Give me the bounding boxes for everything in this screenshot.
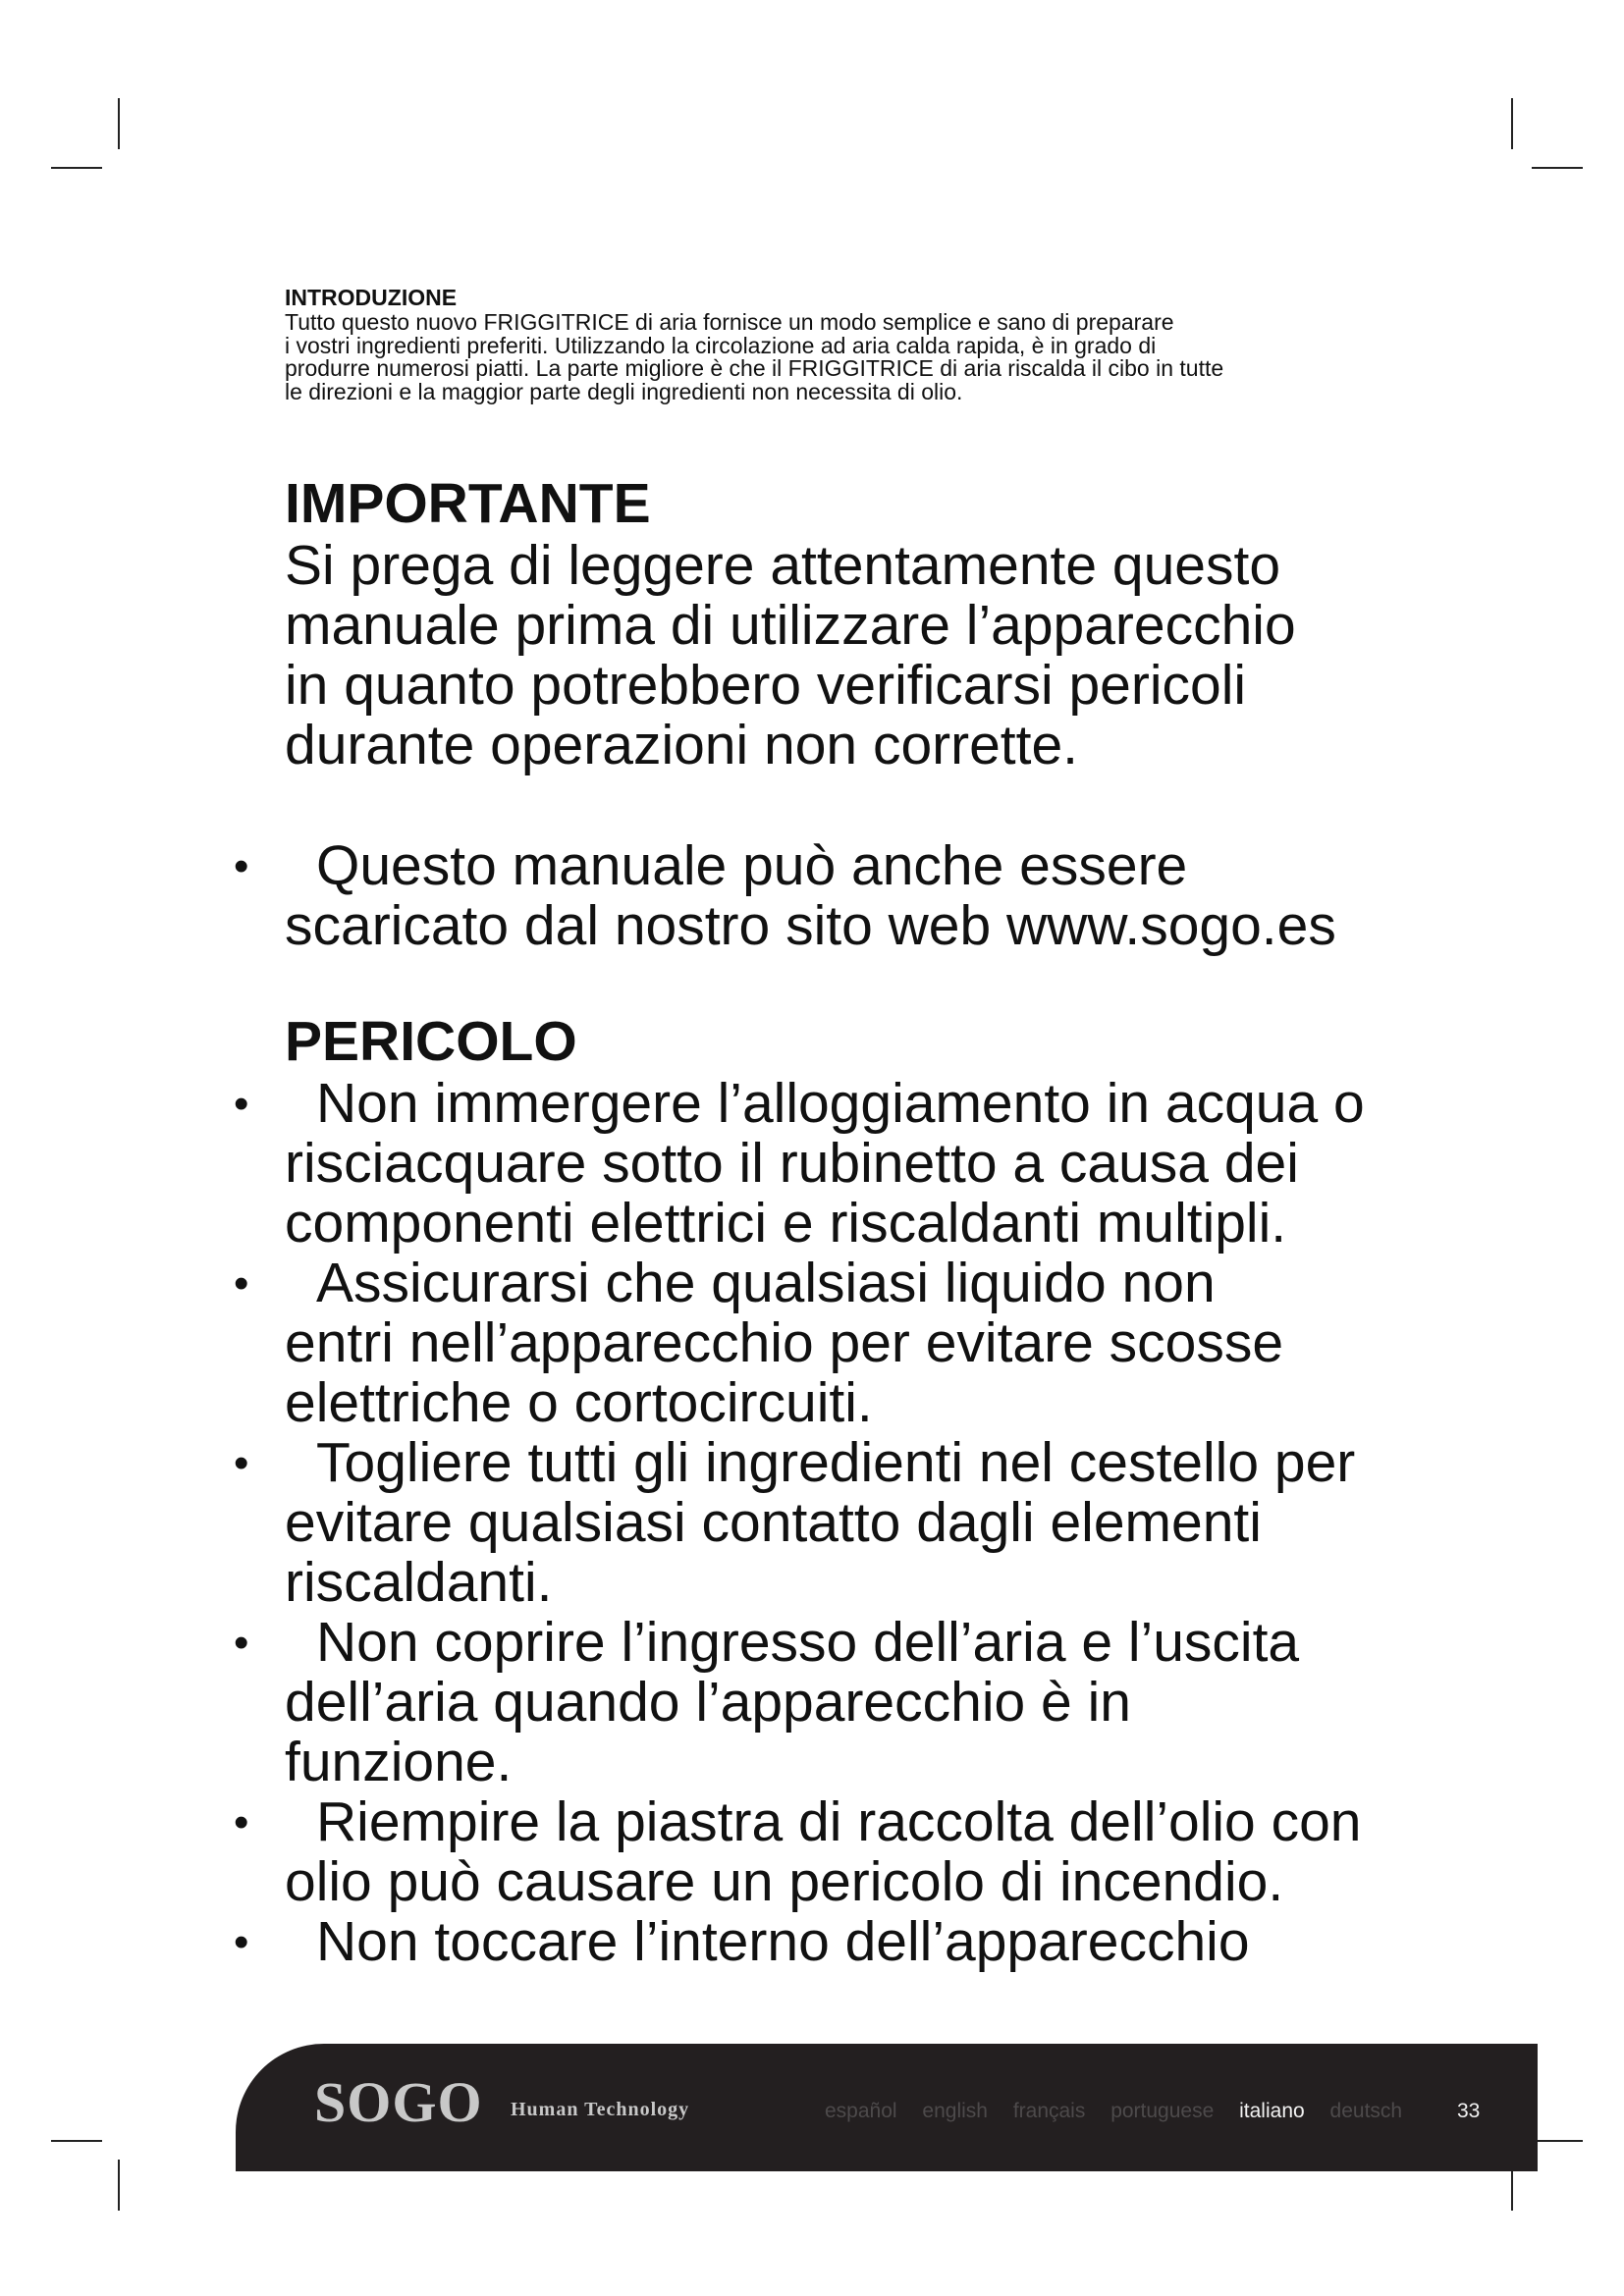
crop-mark-bottom-left-v [118,2160,120,2211]
language-espanol: español [825,2100,897,2122]
intro-section [285,285,1414,403]
list-item-line: scaricato dal nostro sito web www.sogo.es [285,894,1336,957]
list-item-line: componenti elettrici e riscaldanti multipli. [285,1192,1287,1255]
list-item-line: Togliere tutti gli ingredienti nel cestello per [316,1431,1356,1494]
bullet: • [234,1619,249,1667]
bullet: • [234,1259,249,1308]
crop-mark-top-left-h [51,167,102,169]
intro-body [285,311,1414,403]
list-item [234,1431,1443,1614]
language-deutsch: deutsch [1329,2100,1403,2122]
brand-tagline: Human Technology [511,2099,690,2120]
list-item-line: Non immergere l’alloggiamento in acqua o [316,1072,1365,1135]
list-item-line: funzione. [285,1731,513,1793]
list-item [234,1252,1443,1434]
language-portuguese: portuguese [1110,2100,1215,2122]
list-item [234,1611,1443,1793]
importante-text [285,536,1443,775]
intro-line: Tutto questo nuovo FRIGGITRICE di aria fornisce un modo semplice e sano di preparare [285,309,1174,335]
list-item [234,1790,1443,1913]
importante-line: durante operazioni non corrette. [285,714,1079,776]
list-item-line: entri nell’apparecchio per evitare scosse [285,1311,1284,1374]
importante-line: manuale prima di utilizzare l’apparecchio [285,594,1296,657]
importante-heading: IMPORTANTE [285,472,651,535]
list-item [234,834,1443,957]
list-item-line: riscaldanti. [285,1551,553,1614]
language-list [825,2100,1422,2123]
crop-mark-top-left-v [118,98,120,149]
list-item-line: Assicurarsi che qualsiasi liquido non [316,1252,1216,1314]
bullet: • [234,1798,249,1846]
main-content [234,471,1443,1973]
language-italiano: italiano [1239,2100,1305,2122]
bullet: • [234,842,249,890]
crop-mark-bottom-right-h [1532,2140,1583,2142]
importante-line: in quanto potrebbero verificarsi pericoli [285,654,1247,717]
list-item-line: evitare qualsiasi contatto dagli elementi [285,1491,1262,1554]
list-item-line: Questo manuale può anche essere [316,834,1188,897]
intro-line: produrre numerosi piatti. La parte migliore è che il FRIGGITRICE di aria riscalda il cibo in tutte [285,355,1224,381]
intro-line: le direzioni e la maggior parte degli ingredienti non necessita di olio. [285,378,963,404]
list-item [234,1910,1443,1973]
list-item-line: risciacquare sotto il rubinetto a causa dei [285,1132,1299,1195]
list-item-line: Non toccare l’interno dell’apparecchio [316,1910,1250,1973]
intro-line: i vostri ingredienti preferiti. Utilizzando la circolazione ad aria calda rapida, è in grado di [285,332,1157,358]
crop-mark-top-right-h [1532,167,1583,169]
bullet: • [234,1918,249,1966]
list-item-line: elettriche o cortocircuiti. [285,1371,873,1434]
download-note [234,834,1443,957]
language-francais: français [1012,2100,1086,2122]
pericolo-list [234,1072,1443,1973]
list-item-line: dell’aria quando l’apparecchio è in [285,1671,1131,1734]
brand-logo: SOGO [314,2070,483,2134]
bullet: • [234,1080,249,1128]
crop-mark-top-right-v [1511,98,1513,149]
list-item-line: Non coprire l’ingresso dell’aria e l’uscita [316,1611,1300,1674]
crop-mark-bottom-left-h [51,2140,102,2142]
bullet: • [234,1439,249,1487]
intro-title: INTRODUZIONE [285,285,458,310]
list-item [234,1072,1443,1255]
page-number: 33 [1457,2100,1481,2122]
language-english: english [922,2100,988,2122]
importante-line: Si prega di leggere attentamente questo [285,534,1281,597]
list-item-line: olio può causare un pericolo di incendio. [285,1850,1284,1913]
list-item-line: Riempire la piastra di raccolta dell’olio con [316,1790,1362,1853]
pericolo-heading: PERICOLO [285,1010,577,1073]
